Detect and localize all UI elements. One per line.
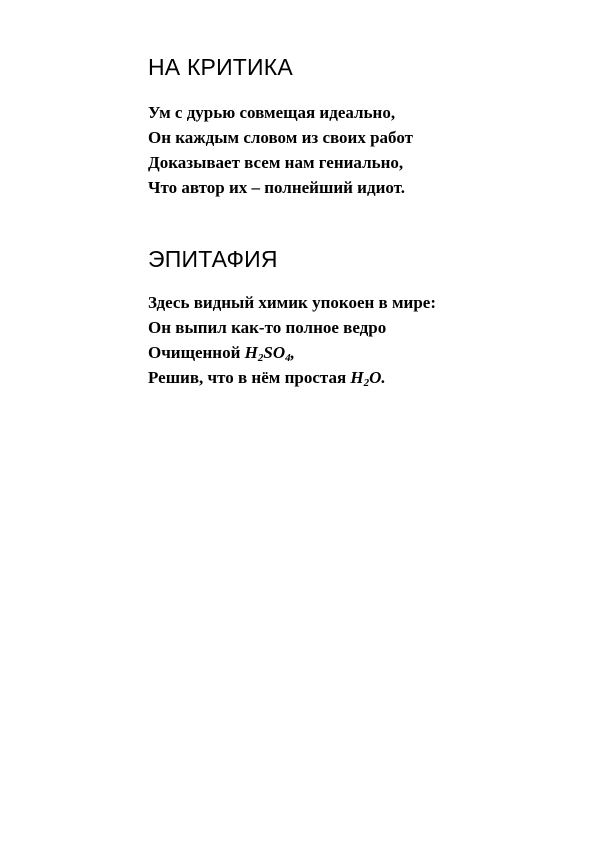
line-punctuation: . bbox=[381, 368, 386, 387]
formula-symbol: H bbox=[350, 368, 364, 387]
poem-line: Он каждым словом из своих работ bbox=[148, 128, 413, 147]
formula-symbol: H bbox=[244, 343, 258, 362]
chemical-formula-sulfuric-acid bbox=[245, 343, 295, 362]
poem-stanza bbox=[148, 100, 413, 200]
poem-na-kritika bbox=[148, 52, 413, 200]
formula-symbol: SO bbox=[263, 343, 286, 362]
poem-line: Здесь видный химик упокоен в мире: bbox=[148, 293, 437, 312]
poem-line bbox=[148, 365, 436, 390]
poem-line: Он выпил как-то полное ведро bbox=[148, 318, 387, 337]
poem-epitafiya bbox=[148, 244, 436, 390]
poem-line: Ум с дурью совмещая идеально, bbox=[148, 103, 396, 122]
poem-title: НА КРИТИКА bbox=[148, 54, 293, 80]
formula-subscript: 4 bbox=[285, 352, 291, 364]
poem-line bbox=[148, 340, 436, 365]
line-punctuation: , bbox=[290, 343, 295, 362]
chemical-formula-water bbox=[350, 368, 385, 387]
poem-title: ЭПИТАФИЯ bbox=[148, 246, 278, 272]
formula-subscript: 2 bbox=[363, 377, 370, 389]
line-text: Очищенной bbox=[148, 343, 245, 362]
poem-stanza bbox=[148, 290, 436, 390]
poem-line: Доказывает всем нам гениально, bbox=[148, 153, 404, 172]
line-text: Решив, что в нём простая bbox=[148, 368, 351, 387]
formula-subscript: 2 bbox=[257, 352, 264, 364]
formula-symbol: O bbox=[369, 368, 382, 387]
poem-line: Что автор их – полнейший идиот. bbox=[148, 178, 405, 197]
